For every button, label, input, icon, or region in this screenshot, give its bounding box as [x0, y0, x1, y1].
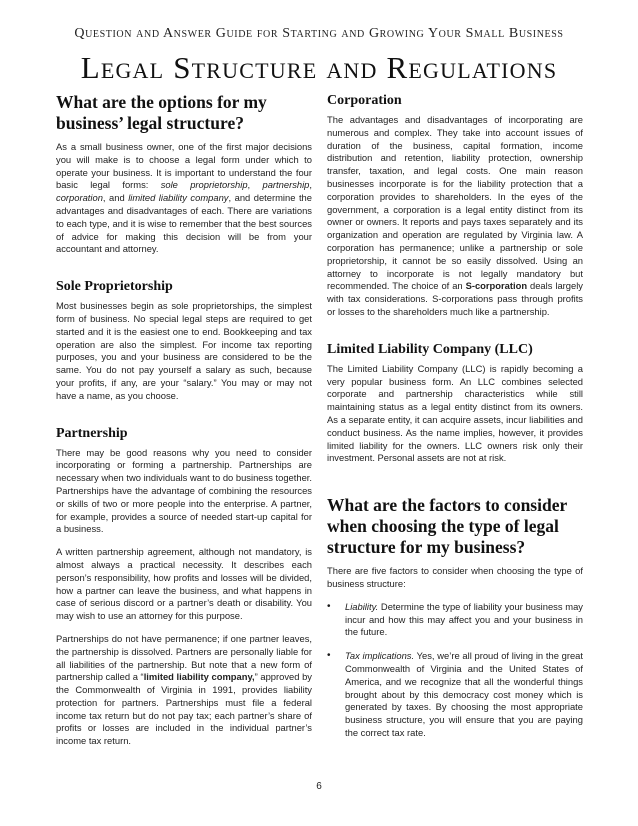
- partnership-text-a: Partnerships do not have permanence; if one partner leaves, the partnership is dissolved. Partners are personally liable for all liabilities of the partnership. But note that a new form of partnership called a “: [56, 632, 312, 683]
- corporation-heading: Corporation: [327, 93, 402, 108]
- page-number: 6: [316, 781, 322, 792]
- corporation-paragraph: [327, 114, 583, 319]
- form-llc: limited liability company: [128, 192, 229, 204]
- form-partnership: partnership: [262, 179, 310, 191]
- factor-term: Liability.: [345, 600, 379, 612]
- running-head: Question and Answer Guide for Starting and Growing Your Small Business: [74, 26, 564, 41]
- factors-intro: There are five factors to consider when choosing the type of business structure:: [327, 565, 583, 589]
- factor-term: Tax implications.: [345, 650, 415, 662]
- factor-text: Determine the type of liability your business may incur and how this may affect you and your business in the future.: [345, 600, 583, 638]
- options-sep-3: , and: [102, 192, 129, 204]
- llc-paragraph: The Limited Liability Company (LLC) is rapidly becoming a very popular business form. An LLC combines selected corporate and partnership characteristics while still maintaining status as a legal entity distinct from its owners. As a separate entity, it can acquire assets, incur liabilities and conduct business. As the name implies, however, it provides limited liability for the owners. LLC owners risk only their investment. Personal assets are not at risk.: [327, 362, 583, 464]
- page-title: Legal Structure and Regulations: [80, 50, 558, 85]
- right-column: [327, 92, 583, 751]
- partnership-paragraph-1: There may be good reasons why you need to consider incorporating or forming a partnership. Partnerships are necessary when two individuals want to do business together. Partnerships have the advantage of combining the resources or skills of two or more people into the enterprise. A partner, for example, provides a source of needed start-up capital for a business.: [56, 446, 312, 535]
- factors-list: [327, 601, 583, 740]
- llc-heading: Limited Liability Company (LLC): [327, 341, 533, 357]
- options-paragraph: [56, 141, 312, 256]
- partnership-paragraph-2: A written partnership agreement, although not mandatory, is almost always a practical necessity. It describes each person’s responsibility, how profits and losses will be divided, how a partner can leave the business, and what happens in case of serious discord or a partner’s death or disability. You may wish to use an attorney for this purpose.: [56, 546, 312, 622]
- partnership-paragraph-3: [56, 633, 312, 748]
- options-text-1: As a small business owner, one of the first major decisions you will make is to choose a legal form under which to operate your business. It is important to understand the four basic legal forms:: [56, 141, 312, 191]
- form-corporation: corporation: [56, 192, 103, 204]
- corporation-text-b: deals largely with tax considerations. S-corporations pass through profits or losses to the shareholders much like a partnership.: [327, 280, 583, 317]
- factor-item-tax: [327, 650, 583, 740]
- bullet-icon: •: [327, 600, 331, 612]
- sole-proprietorship-paragraph: Most businesses begin as sole proprietorships, the simplest form of business. No special legal steps are required to get started and it is the easiest one to end. Bookkeeping and tax operation are also the simplest. For income tax reporting purposes, you and your business are considered to be the same. You do not pay yourself a salary as such, because your profits, if any, are your “salary.” You may or may not have a name, as you choose.: [56, 300, 312, 401]
- corporation-text-a: The advantages and disadvantages of incorporating are numerous and complex. They take into account issues of duration of the business, capital formation, income distribution and retention, liability protection, ownership transfer, taxation, and legal costs. One main reason businesses incorporate is for the liability protection that a corporation provides to shareholders. In the eyes of the government, a corporation is a legal entity distinct from its owner or owners. It reports and pays taxes separately and its organization and operation are regulated by Virginia law. A corporation has permanence; unlike a partnership or sole proprietorship, it cannot be so easily dissolved. Using an attorney to incorporate is not legally mandatory but recommended. The choice of an: [327, 114, 583, 292]
- factors-heading: What are the factors to consider when choosing the type of legal structure for my business?: [327, 495, 567, 558]
- partnership-heading: Partnership: [56, 425, 128, 441]
- left-column: [56, 92, 312, 748]
- s-corporation-bold-term: S-corporation: [465, 280, 528, 292]
- bullet-icon: •: [327, 650, 331, 662]
- partnership-text-b: ” approved by the Commonwealth of Virginia in 1991, provides liability protection for partners. Partnerships must file a federal income tax return but do not pay tax; each partner’s share of profits or losses are included in the individual partner’s income tax return.: [56, 671, 312, 747]
- options-heading: What are the options for my business’ legal structure?: [56, 92, 267, 133]
- options-sep-1: ,: [247, 179, 263, 191]
- sole-proprietorship-heading: Sole Proprietorship: [56, 279, 173, 295]
- options-sep-2: ,: [309, 179, 312, 191]
- factor-text: Yes, we’re all proud of living in the great Commonwealth of Virginia and the United States of America, and we recognize that all the wonderful things brought about by this democracy cost money which is generated by taxes. By choosing the most appropriate business structure, you will ensure that you are paying the correct tax rate.: [345, 650, 583, 738]
- form-sole-proprietorship: sole proprietorship: [160, 179, 248, 191]
- options-text-2: , and determine the advantages and disadvantages of each. There are variations to each type, and it is wise to remember that the best sources of advice for making this decision will be from your accountant and attorney.: [56, 192, 312, 255]
- factor-item-liability: [327, 601, 583, 639]
- llc-bold-term: limited liability company,: [143, 671, 255, 683]
